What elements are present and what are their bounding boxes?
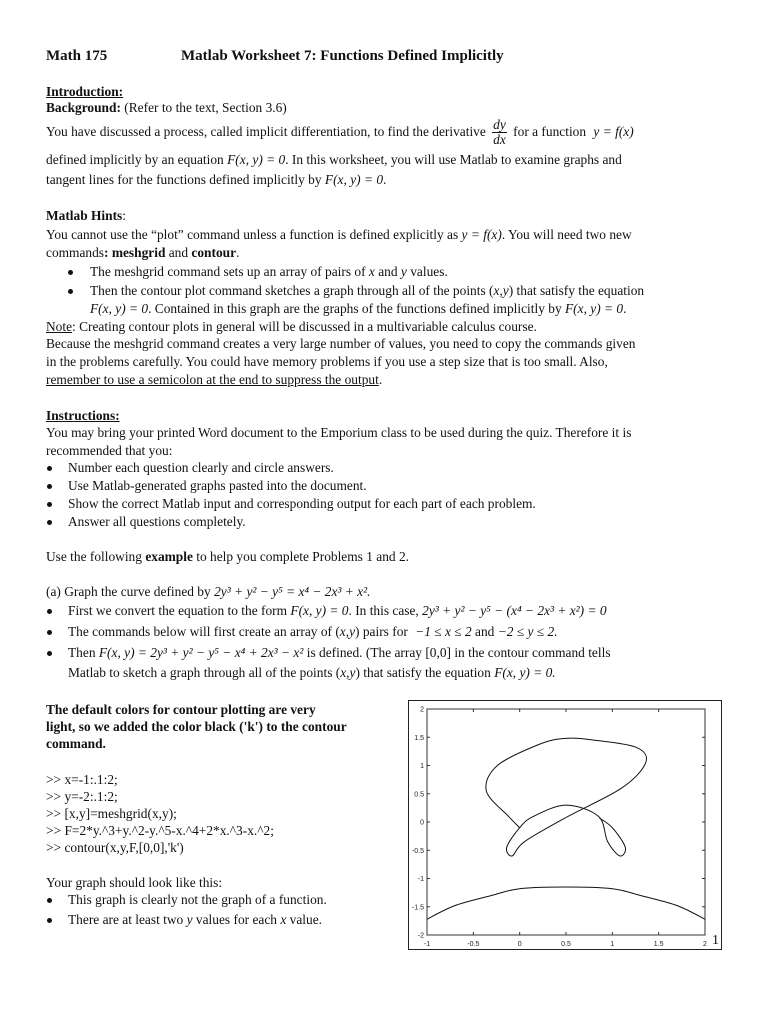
use-text-a: Use the following: [46, 549, 146, 564]
example-b2-pairs: ) pairs for: [355, 624, 408, 639]
y-tick-label: -1: [417, 876, 424, 883]
hints-b1-and: and: [378, 264, 398, 279]
hints-b1-y: y: [400, 264, 407, 279]
intro-text-1b: for a function: [513, 124, 587, 139]
intro-line-3: tangent lines for the functions defined implicitly by F(x, y) = 0.: [46, 172, 387, 187]
hints-bullet-2: [90, 283, 644, 299]
hints-b2-text: Then the contour plot command sketches a graph through all of the points (: [90, 283, 494, 298]
intro-line-1: [46, 118, 634, 147]
derivative-fraction: [492, 118, 507, 147]
example-b1-eqF: F(x, y) = 0: [290, 603, 349, 618]
hints-b1-text: The meshgrid command sets up an array of pairs of: [90, 264, 366, 279]
hints-text-2a: commands: [46, 245, 105, 260]
x-tick-label: 1.5: [653, 941, 664, 948]
background-ref: (Refer to the text, Section 3.6): [120, 100, 287, 115]
graph-bullet-1: This graph is clearly not the graph of a function.: [68, 892, 327, 907]
y-tick-label: -1.5: [411, 904, 424, 912]
hints-and: and: [165, 245, 192, 260]
y-tick-label: -2: [417, 932, 424, 940]
example-b2-xy: x,y: [339, 624, 356, 639]
x-tick-label: -1: [423, 941, 431, 948]
contour-plot-figure: [408, 700, 722, 950]
intro-eq-yfx: y = f(x): [593, 124, 634, 139]
use-text-c: to help you complete Problems 1 and 2.: [192, 549, 409, 564]
bullet-icon: [47, 484, 52, 489]
intro-text-3a: tangent lines for the functions defined implicitly by: [46, 172, 322, 187]
hints-b2-xy: x,y: [493, 283, 509, 298]
graph-bullet-2: [68, 912, 322, 928]
instructions-line-1: You may bring your printed Word document to the Emporium class to be used during the quiz. Therefore it is: [46, 425, 632, 440]
code-line: >> y=-2:.1:2;: [46, 789, 118, 804]
example-b3-then: Then: [68, 645, 96, 660]
intro-eq-F2: F(x, y) = 0: [324, 172, 384, 187]
use-text-example: example: [145, 549, 193, 564]
example-part-a: [46, 584, 371, 600]
hints-b1-x: x: [368, 264, 375, 279]
colors-note-1: The default colors for contour plotting are very: [46, 702, 316, 717]
course-title: Math 175: [46, 48, 108, 64]
intro-heading: Introduction:: [46, 84, 124, 99]
y-tick-label: -0.5: [411, 847, 424, 855]
y-tick-label: 1: [420, 763, 424, 770]
background-line: [46, 100, 287, 116]
example-b3-text3: ) that satisfy the equation: [355, 665, 491, 680]
code-line: >> x=-1:.1:2;: [46, 772, 118, 787]
hints-contour: contour: [191, 245, 237, 260]
hints-eq-yfx: y = f(x): [461, 227, 502, 242]
graph-b2-x: x: [280, 912, 287, 927]
intro-text-1a: You have discussed a process, called implicit differentiation, to find the derivative: [46, 124, 486, 139]
colors-note-2: light, so we added the color black ('k') to the contour: [46, 719, 347, 734]
example-b1-eq: 2y³ + y² − y⁵ − (x⁴ − 2x³ + x²) = 0: [422, 603, 607, 618]
bullet-icon: [47, 502, 52, 507]
page-number: 1: [712, 933, 719, 948]
contour-line: [427, 887, 705, 919]
semicolon-reminder: remember to use a semicolon at the end to suppress the output: [46, 372, 379, 387]
example-a-eq: 2y³ + y² − y⁵ = x⁴ − 2x³ + x².: [214, 584, 371, 599]
x-tick-label: 1: [610, 941, 615, 948]
frac-num: dy: [493, 117, 506, 133]
contour-line: [486, 738, 647, 856]
x-tick-label: 0.5: [561, 941, 571, 948]
example-b2-and: and: [475, 624, 495, 639]
x-tick-label: -0.5: [467, 941, 480, 948]
background-label: Background:: [46, 100, 121, 115]
hints-para-3-end: .: [378, 372, 383, 387]
code-line: >> F=2*y.^3+y.^2-y.^5-x.^4+2*x.^3-x.^2;: [46, 823, 274, 838]
x-tick-label: 0: [517, 941, 522, 948]
example-a-text: (a) Graph the curve defined by: [46, 584, 211, 599]
use-example-line: [46, 549, 409, 565]
hints-heading-line: [46, 208, 126, 224]
x-tick-label: 2: [703, 941, 707, 948]
example-b2-xrange: −1 ≤ x ≤ 2: [415, 624, 472, 639]
example-b1-case: . In this case,: [348, 603, 419, 618]
hints-bullet-2-cont: F(x, y) = 0. Contained in this graph are the graphs of the functions defined implicitly by F(x, y) = 0.: [90, 301, 627, 316]
graph-look-text: Your graph should look like this:: [46, 875, 223, 890]
example-b3-xy: x,y: [340, 665, 356, 680]
bullet-icon: [68, 270, 73, 275]
bullet-icon: [47, 609, 52, 614]
intro-eq-F: F(x, y) = 0: [227, 152, 286, 167]
hints-para-1: Because the meshgrid command creates a very large number of values, you need to copy the commands given: [46, 336, 636, 351]
y-tick-label: 0.5: [414, 791, 424, 799]
instruction-item: Use Matlab-generated graphs pasted into the document.: [68, 478, 367, 493]
example-bullet-3: [68, 645, 611, 661]
hints-colon: :: [122, 208, 126, 223]
hints-b2-eq: F(x, y) = 0: [90, 301, 149, 316]
frac-den: dx: [493, 132, 506, 148]
hints-bullet-1: [90, 264, 448, 280]
instruction-item: Show the correct Matlab input and corresponding output for each part of each problem.: [68, 496, 536, 511]
example-b2-yrange: −2 ≤ y ≤ 2.: [497, 624, 558, 639]
example-bullet-3-cont: [68, 665, 556, 681]
y-tick-label: 2: [420, 706, 424, 714]
y-tick-label: 0: [420, 819, 424, 827]
note-line: [46, 319, 537, 335]
bullet-icon: [47, 898, 52, 903]
note-text: : Creating contour plots in general will be discussed in a multivariable calculus course.: [72, 319, 537, 334]
hints-b2-end: ) that satisfy the equation: [508, 283, 645, 298]
y-tick-label: 1.5: [414, 734, 424, 742]
intro-text-2b: . In this worksheet, you will use Matlab to examine graphs and: [285, 152, 622, 167]
instructions-heading: Instructions:: [46, 408, 120, 423]
intro-text-2a: defined implicitly by an equation: [46, 152, 224, 167]
graph-b2-y: y: [186, 912, 193, 927]
example-b2-text: The commands below will first create an array of (: [68, 624, 340, 639]
worksheet-title: Matlab Worksheet 7: Functions Defined Implicitly: [181, 48, 504, 64]
code-line: >> [x,y]=meshgrid(x,y);: [46, 806, 177, 821]
hints-meshgrid: : meshgrid: [104, 245, 166, 260]
hints-text-1c: . You will need two new: [501, 227, 632, 242]
example-b1-text: First we convert the equation to the form: [68, 603, 288, 618]
instruction-item: Answer all questions completely.: [68, 514, 246, 529]
bullet-icon: [47, 918, 52, 923]
hints-line-2: [46, 245, 239, 261]
note-label: Note: [46, 319, 73, 334]
bullet-icon: [68, 289, 73, 294]
example-b3-text: is defined. (The array [0,0] in the contour command tells: [306, 645, 611, 660]
example-b3-eq: F(x, y) = 2y³ + y² − y⁵ − x⁴ + 2x³ − x²: [98, 645, 304, 660]
example-bullet-2: [68, 624, 558, 640]
graph-b2-text2: values for each: [195, 912, 277, 927]
bullet-icon: [47, 651, 52, 656]
hints-b2-eq2: F(x, y) = 0: [565, 301, 624, 316]
colors-note-3: command.: [46, 736, 106, 751]
hints-b2-text2: . Contained in this graph are the graphs of the functions defined implicitly by: [148, 301, 562, 316]
hints-para-2: in the problems carefully. You could have memory problems if you use a step size that is too small. Also,: [46, 354, 608, 369]
bullet-icon: [47, 520, 52, 525]
example-b3-eqF: F(x, y) = 0.: [494, 665, 556, 680]
hints-line-1: [46, 227, 632, 243]
hints-para-3: [46, 372, 382, 388]
example-bullet-1: [68, 603, 607, 619]
hints-period: .: [236, 245, 240, 260]
hints-b1-end: values.: [410, 264, 448, 279]
bullet-icon: [47, 466, 52, 471]
graph-b2-end: value.: [289, 912, 322, 927]
instructions-line-2: recommended that you:: [46, 443, 173, 458]
hints-text-1a: You cannot use the “plot” command unless a function is defined explicitly as: [46, 227, 459, 242]
contour-plot: [409, 701, 721, 949]
intro-line-2: [46, 152, 622, 168]
example-b3-text2: Matlab to sketch a graph through all of the points (: [68, 665, 341, 680]
graph-b2-text: There are at least two: [68, 912, 184, 927]
hints-heading: Matlab Hints: [46, 208, 123, 223]
code-line: >> contour(x,y,F,[0,0],'k'): [46, 840, 184, 855]
bullet-icon: [47, 630, 52, 635]
instruction-item: Number each question clearly and circle answers.: [68, 460, 334, 475]
